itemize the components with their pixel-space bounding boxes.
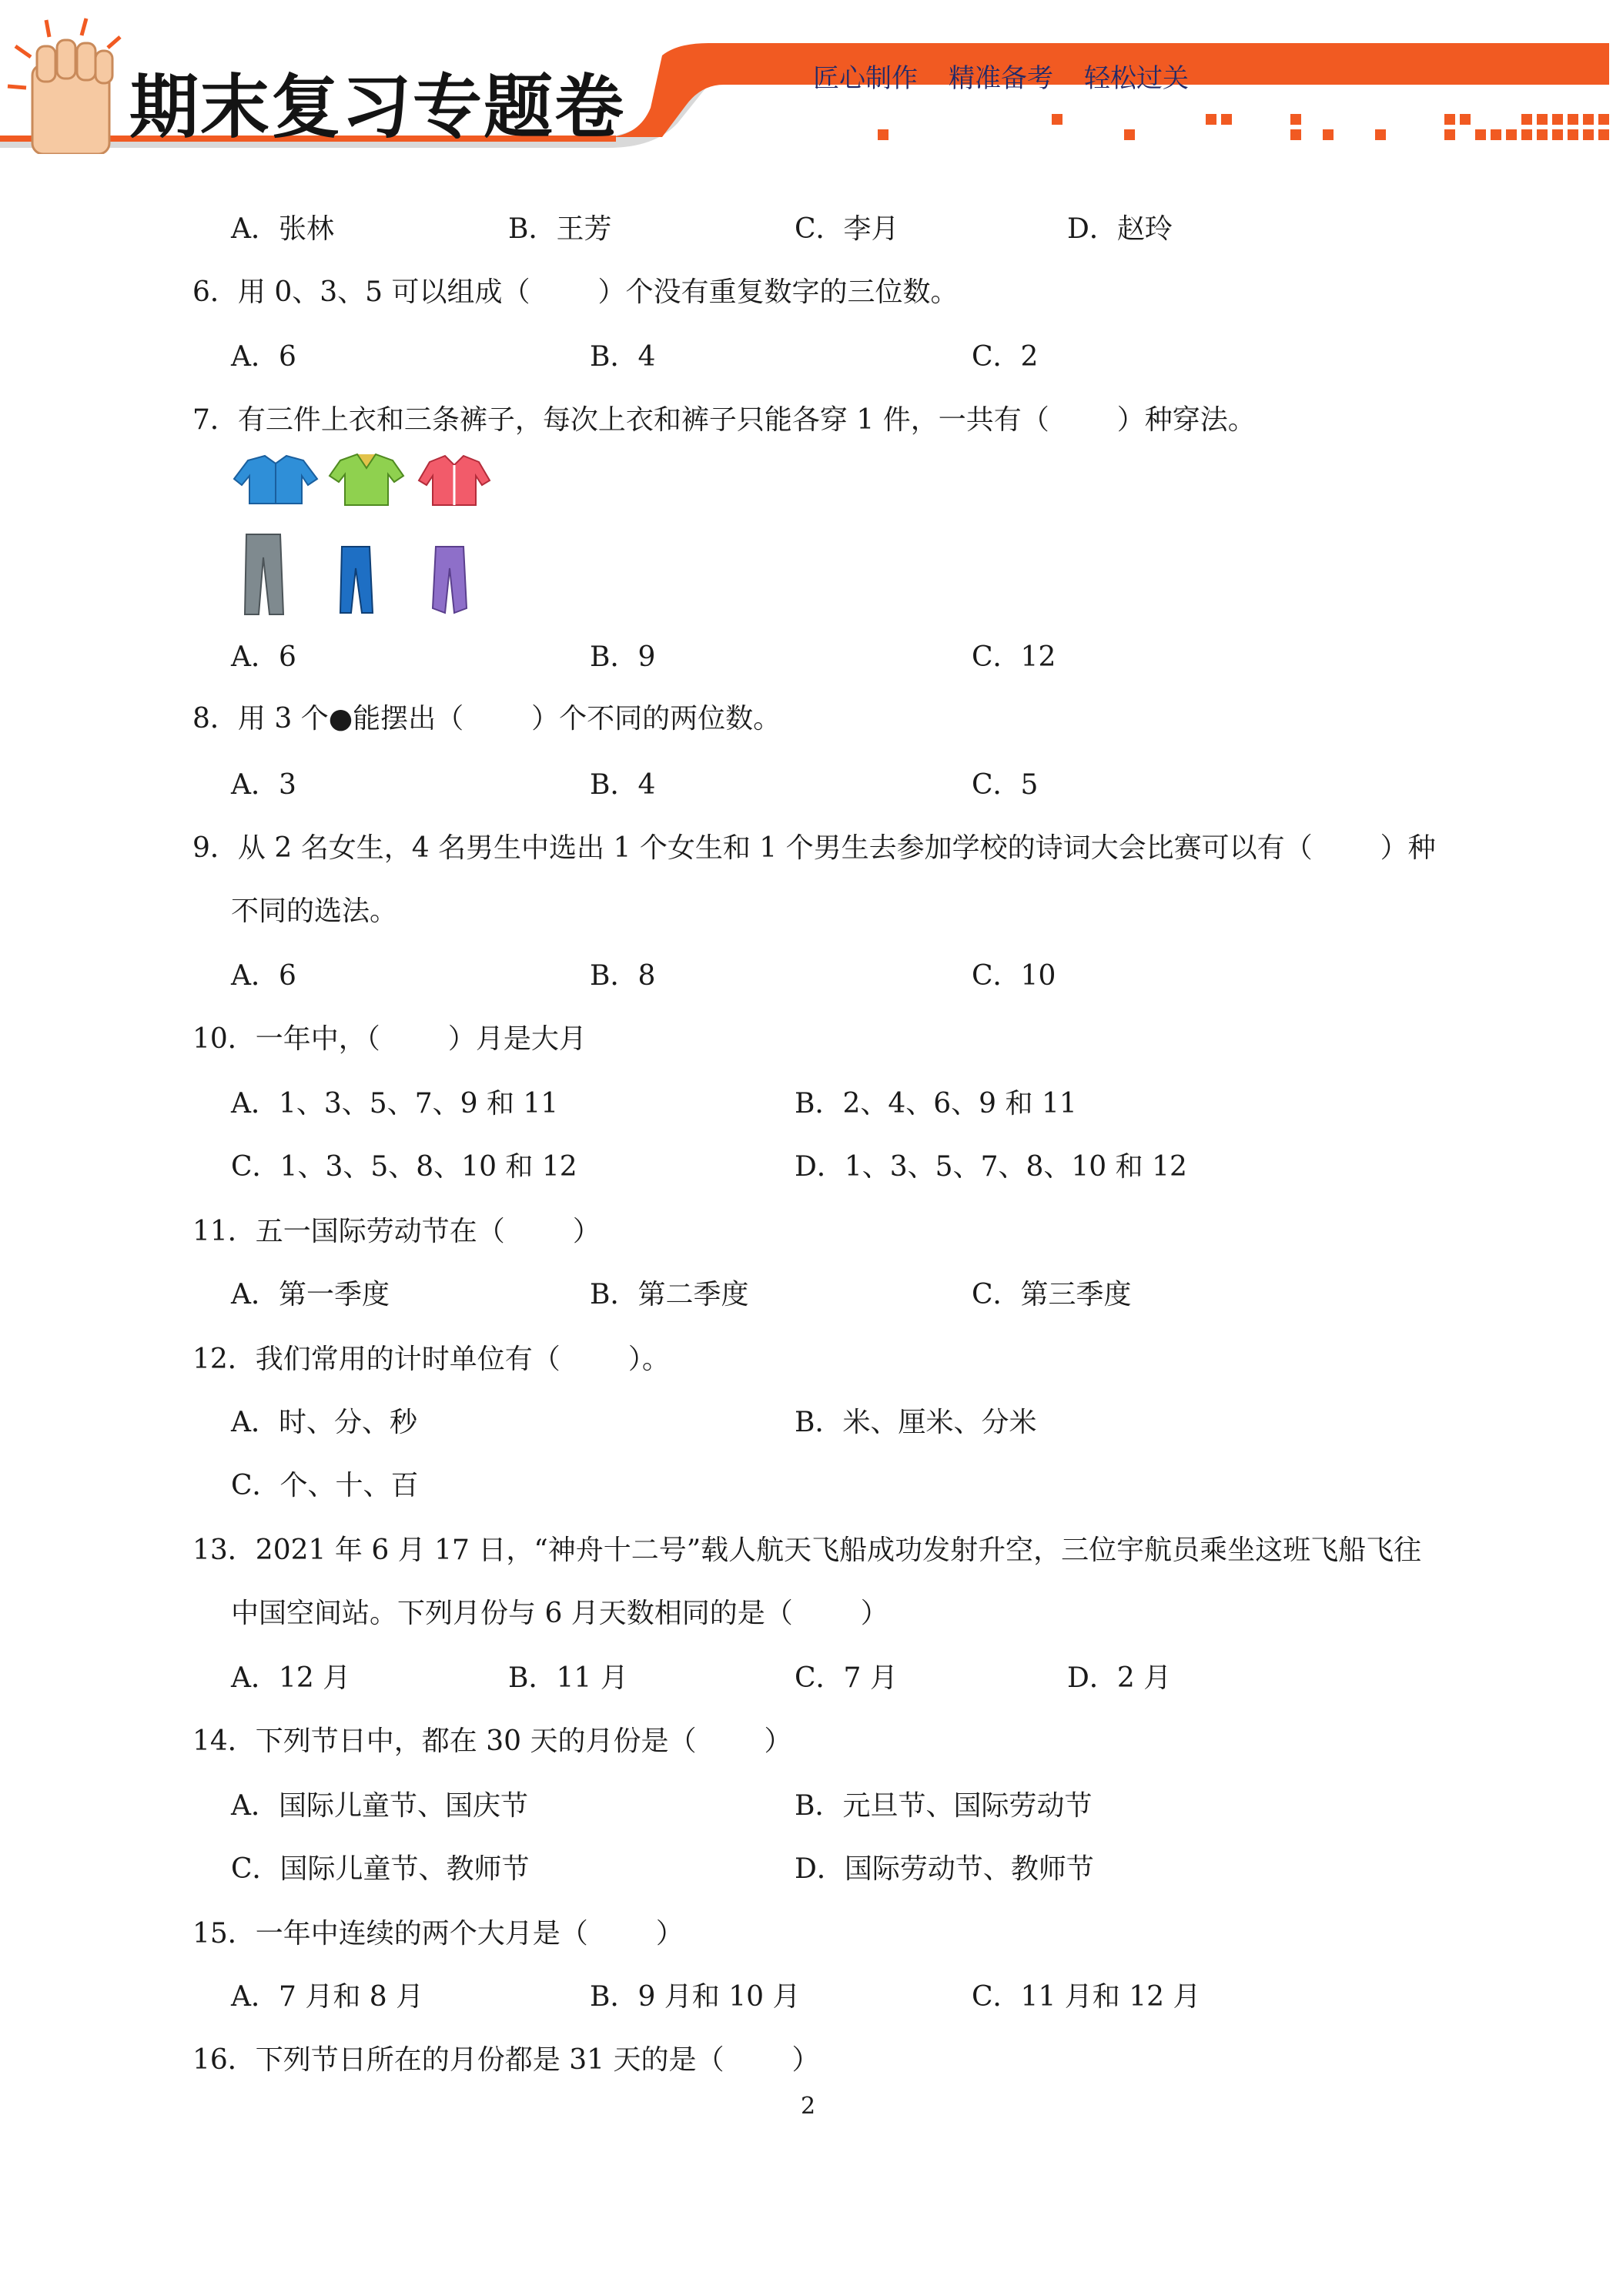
q8-option-b: B．4 <box>590 769 656 801</box>
q12-option-c: C．个、十、百 <box>231 1470 419 1501</box>
q14-option-a: A．国际儿童节、国庆节 <box>231 1790 528 1822</box>
q6-stem-pre: 6．用 0、3、5 可以组成（ <box>192 276 530 308</box>
q12-option-b: B．米、厘米、分米 <box>795 1407 1037 1438</box>
q12-option-a: A．时、分、秒 <box>231 1407 417 1438</box>
q10-option-a: A．1、3、5、7、9 和 11 <box>231 1088 559 1120</box>
green-shirt-icon <box>330 454 403 505</box>
q7-option-b: B．9 <box>590 641 656 673</box>
q10-stem-post: ）月是大月 <box>447 1023 587 1055</box>
header-slogan-3: 轻松过关 <box>1084 63 1189 94</box>
q9-option-a: A．6 <box>231 960 296 992</box>
q12-stem-pre: 12．我们常用的计时单位有（ <box>192 1344 561 1375</box>
q16-stem-post: ） <box>791 2044 820 2076</box>
q9-stem-post: ）种 <box>1380 832 1436 864</box>
q13-stem-post: ） <box>860 1598 888 1629</box>
q7-option-a: A．6 <box>231 641 296 673</box>
q13-option-c: C．7 月 <box>795 1662 898 1694</box>
q9-stem-line1 <box>192 832 1436 865</box>
q11-option-b: B．第二季度 <box>590 1279 749 1310</box>
q14-stem-post: ） <box>764 1725 792 1757</box>
q5-option-d: D．赵玲 <box>1067 213 1173 245</box>
q9-stem-pre: 9．从 2 名女生，4 名男生中选出 1 个女生和 1 个男生去参加学校的诗词大会比赛可以有（ <box>192 832 1313 864</box>
q13-stem-line2 <box>231 1597 888 1631</box>
q14-option-b: B．元旦节、国际劳动节 <box>795 1790 1093 1822</box>
q14-option-d: D．国际劳动节、教师节 <box>795 1853 1094 1885</box>
blue-jacket-icon <box>234 456 317 504</box>
q16-stem <box>192 2043 820 2077</box>
q8-stem-post: ）个不同的两位数。 <box>531 703 781 735</box>
q14-stem-pre: 14．下列节日中，都在 30 天的月份是（ <box>192 1725 697 1757</box>
q8-stem <box>192 702 781 736</box>
q6-stem <box>192 276 959 310</box>
q9-option-c: C．10 <box>972 960 1056 992</box>
q10-option-d: D．1、3、5、7、8、10 和 12 <box>795 1151 1187 1183</box>
header-title: 期末复习专题卷 <box>129 67 625 148</box>
q12-stem <box>192 1343 670 1377</box>
q9-stem-line2: 不同的选法。 <box>231 895 398 927</box>
q5-option-c: C．李月 <box>795 213 899 245</box>
q9-option-b: B．8 <box>590 960 656 992</box>
q10-stem <box>192 1022 587 1056</box>
purple-pants-icon <box>433 547 467 613</box>
q7-option-c: C．12 <box>972 641 1056 673</box>
q11-option-a: A．第一季度 <box>231 1279 390 1310</box>
clothes-picture <box>231 453 493 622</box>
q11-stem-pre: 11．五一国际劳动节在（ <box>192 1216 505 1247</box>
q10-option-b: B．2、4、6、9 和 11 <box>795 1088 1077 1120</box>
q5-option-a: A．张林 <box>231 213 334 245</box>
q6-option-c: C．2 <box>972 341 1039 373</box>
q15-stem <box>192 1917 684 1951</box>
q8-stem-pre: 8．用 3 个●能摆出（ <box>192 703 464 735</box>
q15-option-c: C．11 月和 12 月 <box>972 1981 1201 2013</box>
q11-option-c: C．第三季度 <box>972 1279 1132 1310</box>
q15-stem-pre: 15．一年中连续的两个大月是（ <box>192 1918 588 1950</box>
q5-option-b: B．王芳 <box>508 213 612 245</box>
q7-stem <box>192 403 1256 437</box>
page-header <box>0 0 1623 154</box>
q16-stem-pre: 16．下列节日所在的月份都是 31 天的是（ <box>192 2044 724 2076</box>
q13-stem-line1: 13．2021 年 6 月 17 日，“神舟十二号”载人航天飞船成功发射升空，三位宇航员乘坐这班飞船飞往 <box>192 1535 1422 1566</box>
red-jacket-icon <box>419 456 490 505</box>
decorative-squares <box>878 114 1609 140</box>
q13-option-b: B．11 月 <box>508 1662 628 1694</box>
q15-stem-post: ） <box>655 1918 684 1950</box>
q11-stem <box>192 1215 601 1249</box>
q14-stem <box>192 1725 792 1759</box>
q13-stem-pre: 中国空间站。下列月份与 6 月天数相同的是（ <box>231 1598 793 1629</box>
q8-option-c: C．5 <box>972 769 1039 801</box>
q15-option-b: B．9 月和 10 月 <box>590 1981 801 2013</box>
q10-option-c: C．1、3、5、8、10 和 12 <box>231 1151 577 1183</box>
q15-option-a: A．7 月和 8 月 <box>231 1981 424 2013</box>
header-slogan-2: 精准备考 <box>949 63 1053 94</box>
q14-option-c: C．国际儿童节、教师节 <box>231 1853 530 1885</box>
q8-option-a: A．3 <box>231 769 296 801</box>
q6-stem-post: ）个没有重复数字的三位数。 <box>597 276 959 308</box>
q13-option-d: D．2 月 <box>1067 1662 1172 1694</box>
q7-stem-pre: 7．有三件上衣和三条裤子，每次上衣和裤子只能各穿 1 件，一共有（ <box>192 404 1049 436</box>
q6-option-a: A．6 <box>231 341 296 373</box>
q6-option-b: B．4 <box>590 341 656 373</box>
q11-stem-post: ） <box>572 1216 601 1247</box>
gray-trousers-icon <box>245 534 283 614</box>
blue-jeans-icon <box>340 547 373 613</box>
q12-stem-post: ）。 <box>627 1344 670 1375</box>
page-number: 2 <box>801 2093 816 2120</box>
header-slogan-1: 匠心制作 <box>813 63 918 94</box>
q7-stem-post: ）种穿法。 <box>1116 404 1256 436</box>
q10-stem-pre: 10．一年中，（ <box>192 1023 380 1055</box>
q13-option-a: A．12 月 <box>231 1662 351 1694</box>
